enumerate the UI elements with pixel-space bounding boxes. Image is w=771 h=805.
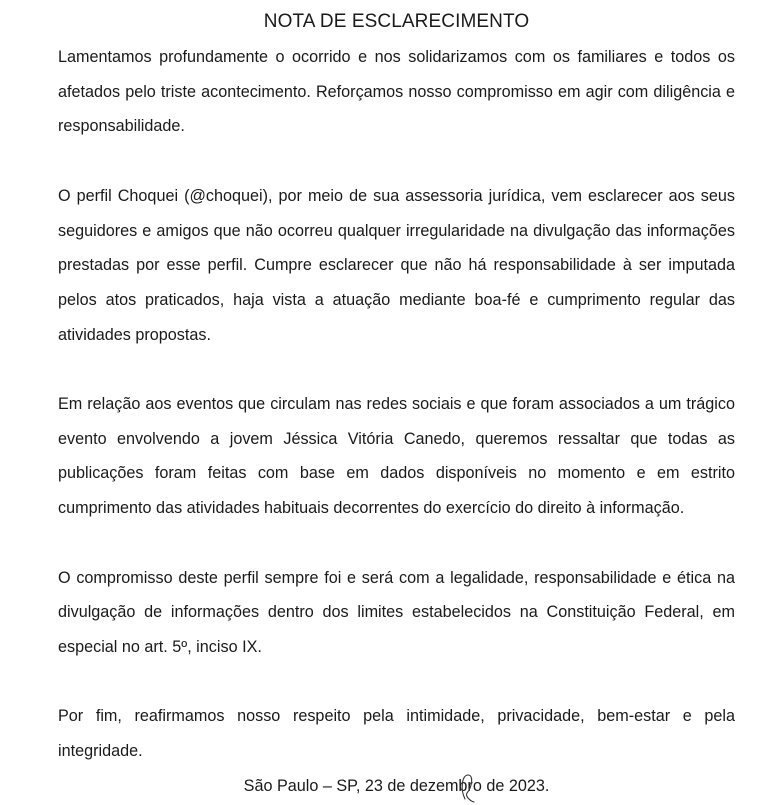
- document-title: NOTA DE ESCLARECIMENTO: [263, 11, 530, 32]
- paragraph-closing: Por fim, reafirmamos nosso respeito pela intimidade, privacidade, bem-estar e pela integridade.: [58, 707, 735, 760]
- paragraph-condolences: Lamentamos profundamente o ocorrido e nos solidarizamos com os familiares e todos os afetados pelo triste acontecimento. Reforçamos nosso compromisso em agir com diligência e responsabilidade.: [58, 48, 735, 136]
- date-line: São Paulo – SP, 23 de dezembro de 2023.: [243, 776, 550, 795]
- paragraph-legal-clarification: O perfil Choquei (@choquei), por meio de sua assessoria jurídica, vem esclarecer aos seus seguidores e amigos que não ocorreu qualquer irregularidade na divulgação das informações prestadas por esse perfil. Cumpre esclarecer que não há responsabilidade à ser imputada pelos atos praticados, haja vista a atuação mediante boa-fé e cumprimento regular das atividades propostas.: [58, 186, 735, 344]
- document-page: [58, 8, 735, 803]
- paragraph-events-statement: Em relação aos eventos que circulam nas redes sociais e que foram associados a um trágico evento envolvendo a jovem Jéssica Vitória Canedo, queremos ressaltar que todas as publicações foram feitas com base em dados disponíveis no momento e em estrito cumprimento das atividades habituais decorrentes do exercício do direito à informação.: [58, 395, 735, 518]
- paragraph-commitment: O compromisso deste perfil sempre foi e será com a legalidade, responsabilidade e ética na divulgação de informações dentro dos limites estabelecidos na Constituição Federal, em especial no art. 5º, inciso IX.: [58, 568, 735, 656]
